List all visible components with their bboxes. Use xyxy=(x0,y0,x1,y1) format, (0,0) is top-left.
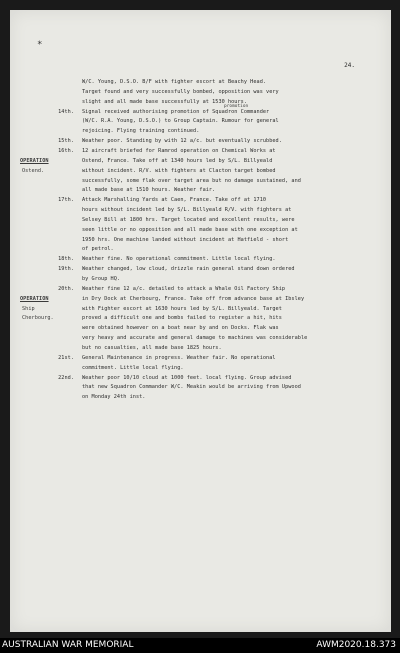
entry-text-line: 12 aircraft briefed for Ramrod operation on Chemical Works at xyxy=(82,148,276,155)
document-page xyxy=(10,10,391,632)
operation-margin-note: Cherbourg. xyxy=(22,315,54,322)
entry-date: 14th. xyxy=(58,108,74,115)
entry-text-line: Weather changed, low cloud, drizzle rain general stand down ordered xyxy=(82,266,295,273)
diary-entry xyxy=(10,103,391,137)
entry-date: 20th. xyxy=(58,286,74,293)
entry-date: 15th. xyxy=(58,138,74,145)
diary-entry xyxy=(10,78,391,107)
entry-date: 21st. xyxy=(58,354,74,361)
diary-entry xyxy=(10,265,391,285)
entry-text-line: all made base at 1510 hours. Weather fair. xyxy=(82,187,216,194)
entry-text-line: commitment. Little local flying. xyxy=(82,364,184,371)
entry-date: 17th. xyxy=(58,197,74,204)
diary-entry xyxy=(10,137,391,147)
entry-text-line: but no casualties, all made base 1825 hours. xyxy=(82,344,222,351)
entry-text-line: Weather fine. No operational commitment. Little local flying. xyxy=(82,256,276,263)
entry-text-line: Attack Marshalling Yards at Caen, France. Take off at 1710 xyxy=(82,197,267,204)
entry-date: 19th. xyxy=(58,266,74,273)
entry-text-line: Weather fine 12 a/c. detailed to attack a Whale Oil Factory Ship xyxy=(82,286,286,293)
entry-text-line: Signal received authorising promotion of Squadron Commander xyxy=(82,108,270,115)
diary-entry xyxy=(10,374,391,403)
operation-margin-note: Ostend. xyxy=(22,167,45,174)
diary-entry xyxy=(10,196,391,255)
entry-text-line: Weather poor. Standing by with 12 a/c. but eventually scrubbed. xyxy=(82,138,282,145)
entry-text-line: Weather poor 10/10 cloud at 1000 feet. local flying. Group advised xyxy=(82,374,292,381)
entry-text-line: without incident. R/V. with fighters at Clacton target bombed xyxy=(82,167,276,174)
entry-text-line: by Group HQ. xyxy=(82,276,121,283)
pin-mark: * xyxy=(37,40,43,50)
entry-date: 16th. xyxy=(58,148,74,155)
entry-text-line: were obtained however on a boat near by and on Docks. Flak was xyxy=(82,325,279,332)
entry-text-line: General Maintenance in progress. Weather fair. No operational xyxy=(82,354,276,361)
entry-text-line: successfully, some flak over target area but no damage sustained, and xyxy=(82,177,301,184)
operation-margin-note: OPERATION xyxy=(20,157,49,164)
entry-date: 18th. xyxy=(58,256,74,263)
entry-text-line: in Dry Dock at Cherbourg, France. Take off from advance base at Ibsley xyxy=(82,295,305,302)
entry-text-line: with Fighter escort at 1630 hours led by S/L. Billyeald. Target xyxy=(82,305,282,312)
entry-text-line: that new Squadron Commander W/C. Meakin would be arriving from Upwood xyxy=(82,384,301,391)
entry-text-line: Target found and very successfully bombed, opposition was very xyxy=(82,88,279,95)
entry-text-line: (W/C. R.A. Young, D.S.O.) to Group Captain. Rumour for general xyxy=(82,118,279,125)
diary-entries xyxy=(10,78,391,403)
entry-text-line: proved a difficult one and bombs failed to register a hit, hits xyxy=(82,315,282,322)
operation-margin-note: OPERATION xyxy=(20,295,49,302)
entry-date: 22nd. xyxy=(58,374,74,381)
entry-text-line: hours without incident led by S/L. Billyeald R/V. with fighters at xyxy=(82,207,292,214)
entry-text-line: Ostend, France. Take off at 1340 hours led by S/L. Billyeald xyxy=(82,157,273,164)
archive-caption-bar xyxy=(0,638,400,653)
entry-text-line: slight and all made base successfully at 1530 hours. xyxy=(82,98,248,105)
diary-entry xyxy=(10,354,391,374)
page-number: 24. xyxy=(344,62,355,69)
entry-text-line: 1950 hrs. One machine landed without incident at Hatfield - short xyxy=(82,236,289,243)
interlinear-correction: promotion xyxy=(224,103,249,109)
entry-text-line: very heavy and accurate and general damage to machines was considerable xyxy=(82,335,308,342)
operation-margin-note: Ship xyxy=(22,305,35,312)
diary-entry xyxy=(10,147,391,196)
archive-reference: AWM2020.18.373 xyxy=(316,640,396,650)
entry-text-line: Selsey Bill at 1800 hrs. Target located and excellent results, were xyxy=(82,216,295,223)
entry-text-line: on Monday 24th inst. xyxy=(82,394,146,401)
entry-text-line: of petrol. xyxy=(82,246,114,253)
archive-name: AUSTRALIAN WAR MEMORIAL xyxy=(2,640,134,650)
entry-text-line: rejoicing. Flying training continued. xyxy=(82,128,200,135)
diary-entry xyxy=(10,285,391,354)
diary-entry xyxy=(10,255,391,265)
entry-text-line: W/C. Young, D.S.O. B/F with fighter escort at Beachy Head. xyxy=(82,79,267,85)
entry-text-line: seen little or no opposition and all made base with one exception at xyxy=(82,226,298,233)
